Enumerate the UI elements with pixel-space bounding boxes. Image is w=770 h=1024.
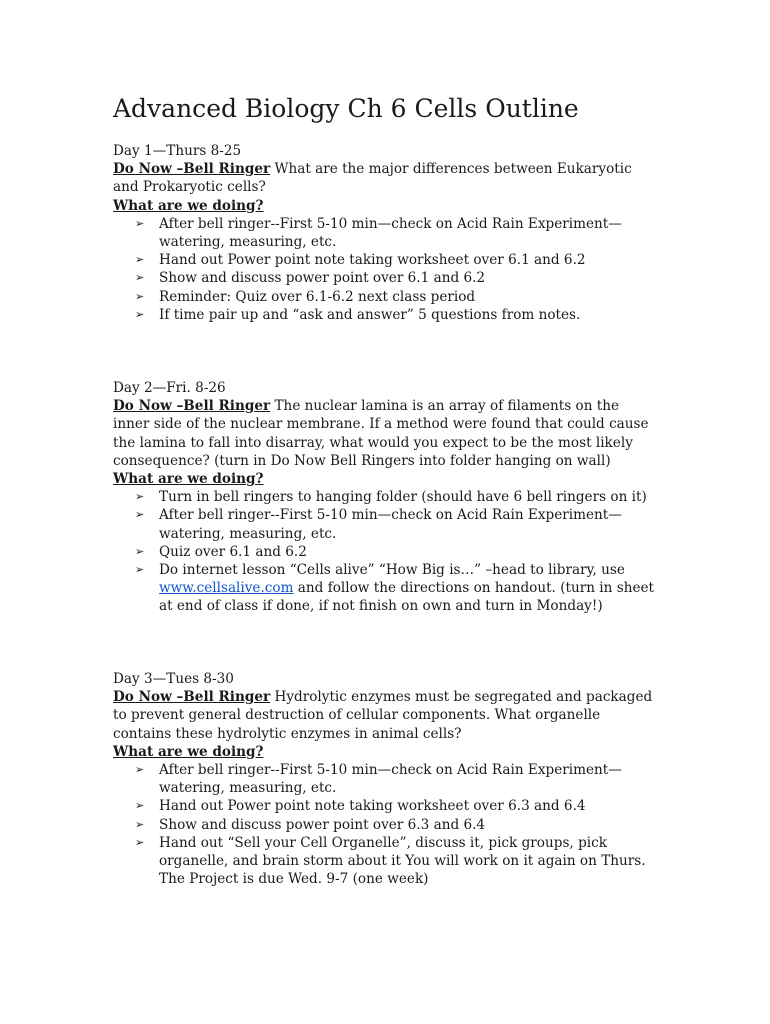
bell-ringer-text: What are the major differences between Eukaryotic and Prokaryotic cells? — [113, 161, 632, 196]
bell-ringer-text: The nuclear lamina is an array of filaments on the inner side of the nuclear membrane. If a method were found that could cause the lamina to fall into disarray, what would you expect to be the most likely consequence? (turn in Do Now Bell Ringers into folder hanging on wall) — [113, 398, 649, 469]
task-text: After bell ringer--First 5-10 min—check on Acid Rain Experiment—watering, measuring, etc. — [159, 215, 622, 251]
task-text: Hand out Power point note taking worksheet over 6.3 and 6.4 — [159, 798, 586, 815]
task-text: Show and discuss power point over 6.1 and 6.2 — [159, 270, 486, 287]
arrow-bullet-icon: ➢ — [135, 490, 145, 504]
arrow-bullet-icon: ➢ — [135, 271, 145, 285]
list-item — [113, 761, 658, 797]
list-item — [113, 251, 658, 269]
bell-ringer — [113, 397, 658, 470]
list-item — [113, 306, 658, 324]
task-text: After bell ringer--First 5-10 min—check on Acid Rain Experiment—watering, measuring, etc. — [159, 507, 622, 542]
list-item — [113, 269, 658, 287]
bell-ringer-label: Do Now –Bell Ringer — [113, 398, 271, 415]
list-item — [113, 561, 658, 616]
cellsalive-link[interactable]: www.cellsalive.com — [159, 580, 294, 597]
day-3-section — [113, 670, 658, 888]
day-1-section — [113, 142, 658, 324]
bell-ringer — [113, 688, 658, 743]
task-text: Turn in bell ringers to hanging folder (should have 6 bell ringers on it) — [159, 489, 647, 506]
bell-ringer-text: Hydrolytic enzymes must be segregated and packaged to prevent general destruction of cellular components. What organelle contains these hydrolytic enzymes in animal cells? — [113, 689, 653, 742]
task-text: If time pair up and “ask and answer” 5 questions from notes. — [159, 306, 581, 323]
list-item — [113, 288, 658, 306]
day-2-section — [113, 379, 658, 616]
task-text: After bell ringer--First 5-10 min—check on Acid Rain Experiment—watering, measuring, etc. — [159, 762, 622, 797]
task-text-after-link: and follow the directions on handout. (turn in sheet at end of class if done, if not finish on own and turn in Monday!) — [159, 580, 654, 615]
task-text: Hand out “Sell your Cell Organelle”, discuss it, pick groups, pick organelle, and brain storm about it You will work on it again on Thurs. The Project is due Wed. 9-7 (one week) — [159, 834, 646, 888]
arrow-bullet-icon: ➢ — [135, 563, 145, 577]
arrow-bullet-icon: ➢ — [135, 307, 145, 321]
list-item — [113, 543, 658, 561]
arrow-bullet-icon: ➢ — [135, 289, 145, 303]
what-are-we-doing-heading: What are we doing? — [113, 471, 264, 488]
task-text-before-link: Do internet lesson “Cells alive” “How Big is…” –head to library, use — [159, 562, 625, 579]
arrow-bullet-icon: ➢ — [135, 799, 145, 813]
bell-ringer-label: Do Now –Bell Ringer — [113, 689, 271, 706]
task-text: Reminder: Quiz over 6.1-6.2 next class period — [159, 288, 476, 305]
list-item — [113, 488, 658, 506]
day-heading: Day 1—Thurs 8-25 — [113, 143, 242, 159]
bell-ringer — [113, 160, 658, 196]
day-heading: Day 2—Fri. 8-26 — [113, 380, 226, 396]
list-item — [113, 816, 658, 834]
arrow-bullet-icon: ➢ — [135, 817, 145, 831]
arrow-bullet-icon: ➢ — [135, 216, 145, 230]
task-list — [113, 215, 658, 324]
arrow-bullet-icon: ➢ — [135, 253, 145, 267]
task-text: Hand out Power point note taking worksheet over 6.1 and 6.2 — [159, 252, 586, 269]
what-are-we-doing-heading: What are we doing? — [113, 197, 264, 214]
task-text: Quiz over 6.1 and 6.2 — [159, 543, 307, 560]
list-item — [113, 797, 658, 815]
what-are-we-doing-heading: What are we doing? — [113, 743, 264, 760]
task-text: Show and discuss power point over 6.3 and 6.4 — [159, 816, 486, 833]
task-list — [113, 488, 658, 615]
arrow-bullet-icon: ➢ — [135, 544, 145, 558]
list-item — [113, 834, 658, 889]
document-title: Advanced Biology Ch 6 Cells Outline — [113, 94, 579, 123]
task-list — [113, 761, 658, 888]
arrow-bullet-icon: ➢ — [135, 508, 145, 522]
list-item — [113, 506, 658, 542]
list-item — [113, 215, 658, 251]
day-heading: Day 3—Tues 8-30 — [113, 671, 234, 687]
arrow-bullet-icon: ➢ — [135, 763, 145, 777]
arrow-bullet-icon: ➢ — [135, 835, 145, 849]
bell-ringer-label: Do Now –Bell Ringer — [113, 161, 271, 178]
